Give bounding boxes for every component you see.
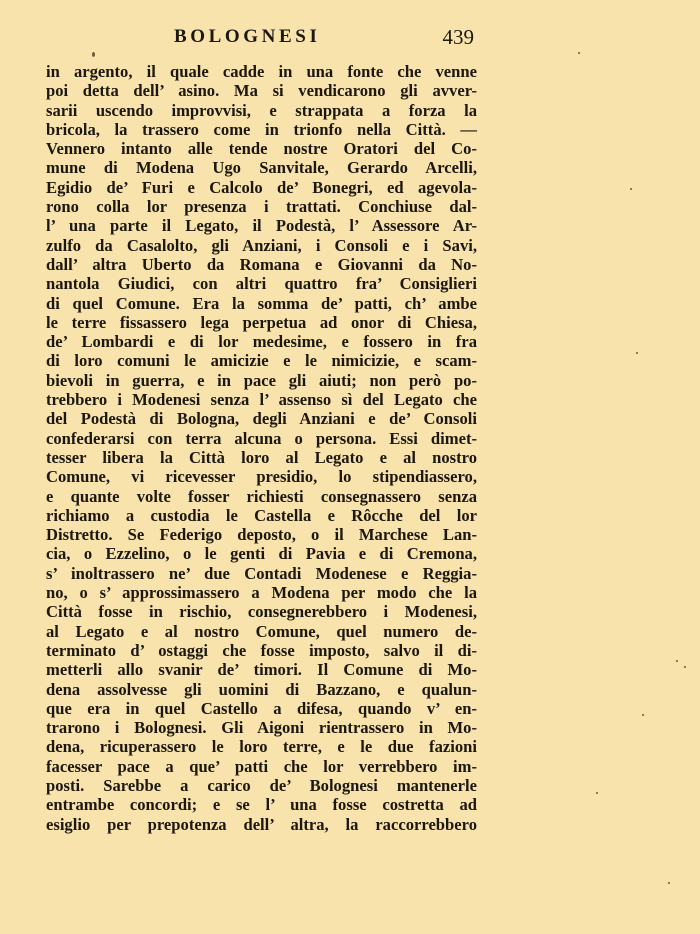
text-line: facesser pace a que’ patti che lor verrebbero im- (46, 756, 477, 776)
text-line: le terre fissassero lega perpetua ad onor di Chiesa, (46, 312, 477, 332)
body-text (46, 62, 477, 834)
text-line: bievoli in guerra, e in pace gli aiuti; non però po- (46, 370, 477, 390)
ink-speck (92, 52, 95, 57)
paper-speck (596, 792, 598, 794)
text-line: sarii uscendo improvvisi, e strappata a forza la (46, 100, 477, 120)
page-header (46, 26, 478, 52)
text-line: que era in quel Castello a difesa, quando v’ en- (46, 698, 477, 718)
paper-speck (676, 660, 678, 662)
text-line: e quante volte fosser richiesti consegnassero senza (46, 486, 477, 506)
text-line: Città fosse in rischio, consegnerebbero i Modenesi, (46, 602, 477, 622)
text-line: di quel Comune. Era la somma de’ patti, ch’ ambe (46, 293, 477, 313)
text-line: mune di Modena Ugo Sanvitale, Gerardo Arcelli, (46, 158, 477, 178)
text-line: zulfo da Casalolto, gli Anziani, i Consoli e i Savi, (46, 235, 477, 255)
text-line: tesser libera la Città loro al Legato e al nostro (46, 447, 477, 467)
text-line: di loro comuni le amicizie e le nimicizie, e scam- (46, 351, 477, 371)
text-line: trarono i Bolognesi. Gli Aigoni rientrassero in Mo- (46, 718, 477, 738)
text-line: dena assolvesse gli uomini di Bazzano, e qualun- (46, 679, 477, 699)
text-line: de’ Lombardi e di lor medesime, e fossero in fra (46, 332, 477, 352)
text-line: del Podestà di Bologna, degli Anziani e de’ Consoli (46, 409, 477, 429)
text-line: richiamo a custodia le Castella e Rôcche del lor (46, 505, 477, 525)
text-line: Distretto. Se Federigo deposto, o il Marchese Lan- (46, 525, 477, 545)
text-line: poi detta dell’ asino. Ma si vendicarono gli avver- (46, 81, 477, 101)
text-line: in argento, il quale cadde in una fonte che venne (46, 62, 477, 81)
paper-speck (578, 52, 580, 54)
text-line: rono colla lor presenza i trattati. Conchiuse dal- (46, 197, 477, 217)
paper-speck (668, 882, 670, 884)
text-line: Vennero intanto alle tende nostre Oratori del Co- (46, 139, 477, 159)
text-line: esiglio per prepotenza dell’ altra, la raccorrebbero (46, 814, 477, 834)
text-line: s’ inoltrassero ne’ due Contadi Modenese e Reggia- (46, 563, 477, 583)
paper-speck (642, 714, 644, 716)
text-line: terminato d’ ostaggi che fosse imposto, salvo il di- (46, 640, 477, 660)
text-line: metterli allo svanir de’ timori. Il Comune di Mo- (46, 660, 477, 680)
text-line: cia, o Ezzelino, o le genti di Pavia e di Cremona, (46, 544, 477, 564)
text-line: nantola Giudici, con altri quattro fra’ Consiglieri (46, 274, 477, 294)
text-line: dall’ altra Uberto da Romana e Giovanni da No- (46, 254, 477, 274)
paper-speck (630, 188, 632, 190)
text-line: Egidio de’ Furi e Calcolo de’ Bonegri, ed agevola- (46, 177, 477, 197)
paper-speck (636, 352, 638, 354)
text-line: entrambe concordi; e se l’ una fosse costretta ad (46, 795, 477, 815)
text-line: confederarsi con terra alcuna o persona. Essi dimet- (46, 428, 477, 448)
text-line: l’ una parte il Legato, il Podestà, l’ Assessore Ar- (46, 216, 477, 236)
running-head: BOLOGNESI (174, 26, 321, 47)
text-line: dena, ricuperassero le loro terre, e le due fazioni (46, 737, 477, 757)
text-line: no, o s’ approssimassero a Modena per modo che la (46, 583, 477, 603)
text-line: Comune, vi ricevesser presidio, lo stipendiassero, (46, 467, 477, 487)
text-line: posti. Sarebbe a carico de’ Bolognesi mantenerle (46, 775, 477, 795)
paper-speck (684, 666, 686, 668)
text-line: al Legato e al nostro Comune, quel numero de- (46, 621, 477, 641)
text-line: bricola, la trassero come in trionfo nella Città. — (46, 119, 477, 139)
text-line: trebbero i Modenesi senza l’ assenso sì del Legato che (46, 390, 477, 410)
page-number: 439 (442, 25, 474, 49)
